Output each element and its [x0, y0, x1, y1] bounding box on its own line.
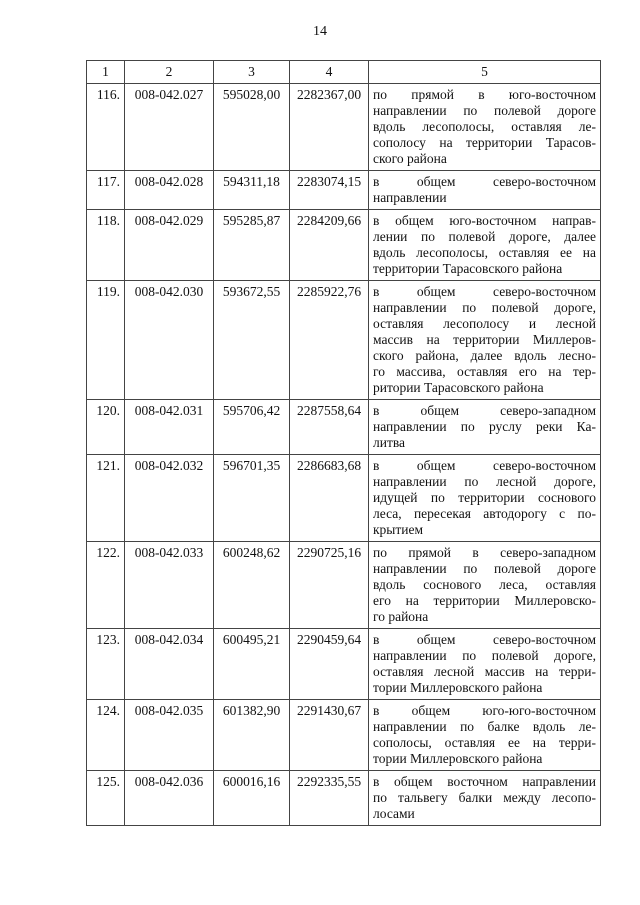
y-coordinate-cell: 2291430,67 [290, 700, 369, 771]
y-coordinate-cell: 2290459,64 [290, 629, 369, 700]
description-line: оставляя лесополосу и лесной [373, 316, 596, 331]
table-row [87, 400, 601, 455]
y-coordinate-cell: 2292335,55 [290, 771, 369, 826]
description-line: в общем северо-восточном [373, 284, 596, 299]
table-row [87, 281, 601, 400]
description-line: идущей по территории соснового [373, 490, 596, 505]
row-number-cell: 116. [87, 84, 125, 171]
description-line: го района [373, 609, 429, 624]
description-line: направлении по полевой дороге, [373, 300, 596, 315]
description-line: тории Миллеровского района [373, 680, 543, 695]
point-code-cell: 008-042.033 [125, 542, 214, 629]
y-coordinate-cell: 2285922,76 [290, 281, 369, 400]
description-line: го массива, оставляя его на тер- [373, 364, 596, 379]
route-description-cell [369, 84, 601, 171]
description-line: в общем северо-восточном [373, 174, 596, 189]
description-line: территории Тарасовского района [373, 261, 563, 276]
y-coordinate-cell: 2287558,64 [290, 400, 369, 455]
row-number-cell: 117. [87, 171, 125, 210]
route-description-cell [369, 281, 601, 400]
description-line: вдоль соснового леса, оставляя [373, 577, 596, 592]
table-row [87, 84, 601, 171]
description-line: сополосу на территории Тарасов- [373, 135, 596, 150]
point-code-cell: 008-042.030 [125, 281, 214, 400]
description-line: направлении [373, 190, 447, 205]
description-line: направлении по лесной дороге, [373, 474, 596, 489]
description-line: в общем юго-юго-восточном [373, 703, 596, 718]
description-line: литва [373, 435, 406, 450]
boundary-points-table [86, 60, 601, 826]
route-description-cell [369, 542, 601, 629]
description-line: по прямой в северо-западном [373, 545, 596, 560]
y-coordinate-cell: 2282367,00 [290, 84, 369, 171]
route-description-cell [369, 210, 601, 281]
route-description-cell [369, 400, 601, 455]
table-row [87, 700, 601, 771]
table-row [87, 629, 601, 700]
table-row [87, 171, 601, 210]
route-description-cell [369, 171, 601, 210]
x-coordinate-cell: 595706,42 [214, 400, 290, 455]
description-line: сополосы, оставляя ее на терри- [373, 735, 596, 750]
row-number-cell: 123. [87, 629, 125, 700]
description-line: по прямой в юго-восточном [373, 87, 596, 102]
x-coordinate-cell: 595285,87 [214, 210, 290, 281]
description-line: направлении по балке вдоль ле- [373, 719, 596, 734]
x-coordinate-cell: 595028,00 [214, 84, 290, 171]
description-line: направлении по полевой дороге [373, 561, 596, 576]
description-line: тории Миллеровского района [373, 751, 543, 766]
point-code-cell: 008-042.032 [125, 455, 214, 542]
row-number-cell: 124. [87, 700, 125, 771]
description-line: его на территории Миллеровско- [373, 593, 596, 608]
description-line: крытием [373, 522, 424, 537]
page-number: 14 [313, 24, 327, 39]
route-description-cell [369, 771, 601, 826]
x-coordinate-cell: 593672,55 [214, 281, 290, 400]
description-line: леса, пересекая автодорогу с по- [373, 506, 596, 521]
column-header-5: 5 [369, 61, 601, 84]
description-line: в общем северо-восточном [373, 458, 596, 473]
table-header-row [87, 61, 601, 84]
description-line: по тальвегу балки между лесопо- [373, 790, 596, 805]
row-number-cell: 122. [87, 542, 125, 629]
description-line: в общем восточном направлении [373, 774, 596, 789]
row-number-cell: 121. [87, 455, 125, 542]
row-number-cell: 120. [87, 400, 125, 455]
point-code-cell: 008-042.034 [125, 629, 214, 700]
table-row [87, 455, 601, 542]
point-code-cell: 008-042.031 [125, 400, 214, 455]
description-line: в общем северо-восточном [373, 632, 596, 647]
column-header-3: 3 [214, 61, 290, 84]
description-line: массив на территории Миллеров- [373, 332, 596, 347]
x-coordinate-cell: 600495,21 [214, 629, 290, 700]
row-number-cell: 125. [87, 771, 125, 826]
description-line: ского района [373, 151, 447, 166]
description-line: в общем юго-восточном направ- [373, 213, 596, 228]
point-code-cell: 008-042.027 [125, 84, 214, 171]
route-description-cell [369, 700, 601, 771]
y-coordinate-cell: 2286683,68 [290, 455, 369, 542]
table-row [87, 542, 601, 629]
x-coordinate-cell: 600248,62 [214, 542, 290, 629]
description-line: направлении по полевой дороге [373, 103, 596, 118]
description-line: в общем северо-западном [373, 403, 596, 418]
point-code-cell: 008-042.035 [125, 700, 214, 771]
x-coordinate-cell: 601382,90 [214, 700, 290, 771]
y-coordinate-cell: 2290725,16 [290, 542, 369, 629]
x-coordinate-cell: 596701,35 [214, 455, 290, 542]
description-line: ского района, далее вдоль лесно- [373, 348, 596, 363]
column-header-1: 1 [87, 61, 125, 84]
row-number-cell: 118. [87, 210, 125, 281]
column-header-2: 2 [125, 61, 214, 84]
y-coordinate-cell: 2284209,66 [290, 210, 369, 281]
table-row [87, 210, 601, 281]
route-description-cell [369, 629, 601, 700]
y-coordinate-cell: 2283074,15 [290, 171, 369, 210]
row-number-cell: 119. [87, 281, 125, 400]
x-coordinate-cell: 594311,18 [214, 171, 290, 210]
description-line: оставляя лесной массив на терри- [373, 664, 596, 679]
route-description-cell [369, 455, 601, 542]
table-body [87, 84, 601, 826]
description-line: лении по полевой дороге, далее [373, 229, 596, 244]
description-line: ритории Тарасовского района [373, 380, 544, 395]
column-header-4: 4 [290, 61, 369, 84]
point-code-cell: 008-042.036 [125, 771, 214, 826]
description-line: лосами [373, 806, 415, 821]
point-code-cell: 008-042.029 [125, 210, 214, 281]
description-line: вдоль лесополосы, оставляя ле- [373, 119, 596, 134]
table-row [87, 771, 601, 826]
description-line: направлении по полевой дороге, [373, 648, 596, 663]
description-line: вдоль лесополосы, оставляя ее на [373, 245, 596, 260]
x-coordinate-cell: 600016,16 [214, 771, 290, 826]
description-line: направлении по руслу реки Ка- [373, 419, 596, 434]
point-code-cell: 008-042.028 [125, 171, 214, 210]
